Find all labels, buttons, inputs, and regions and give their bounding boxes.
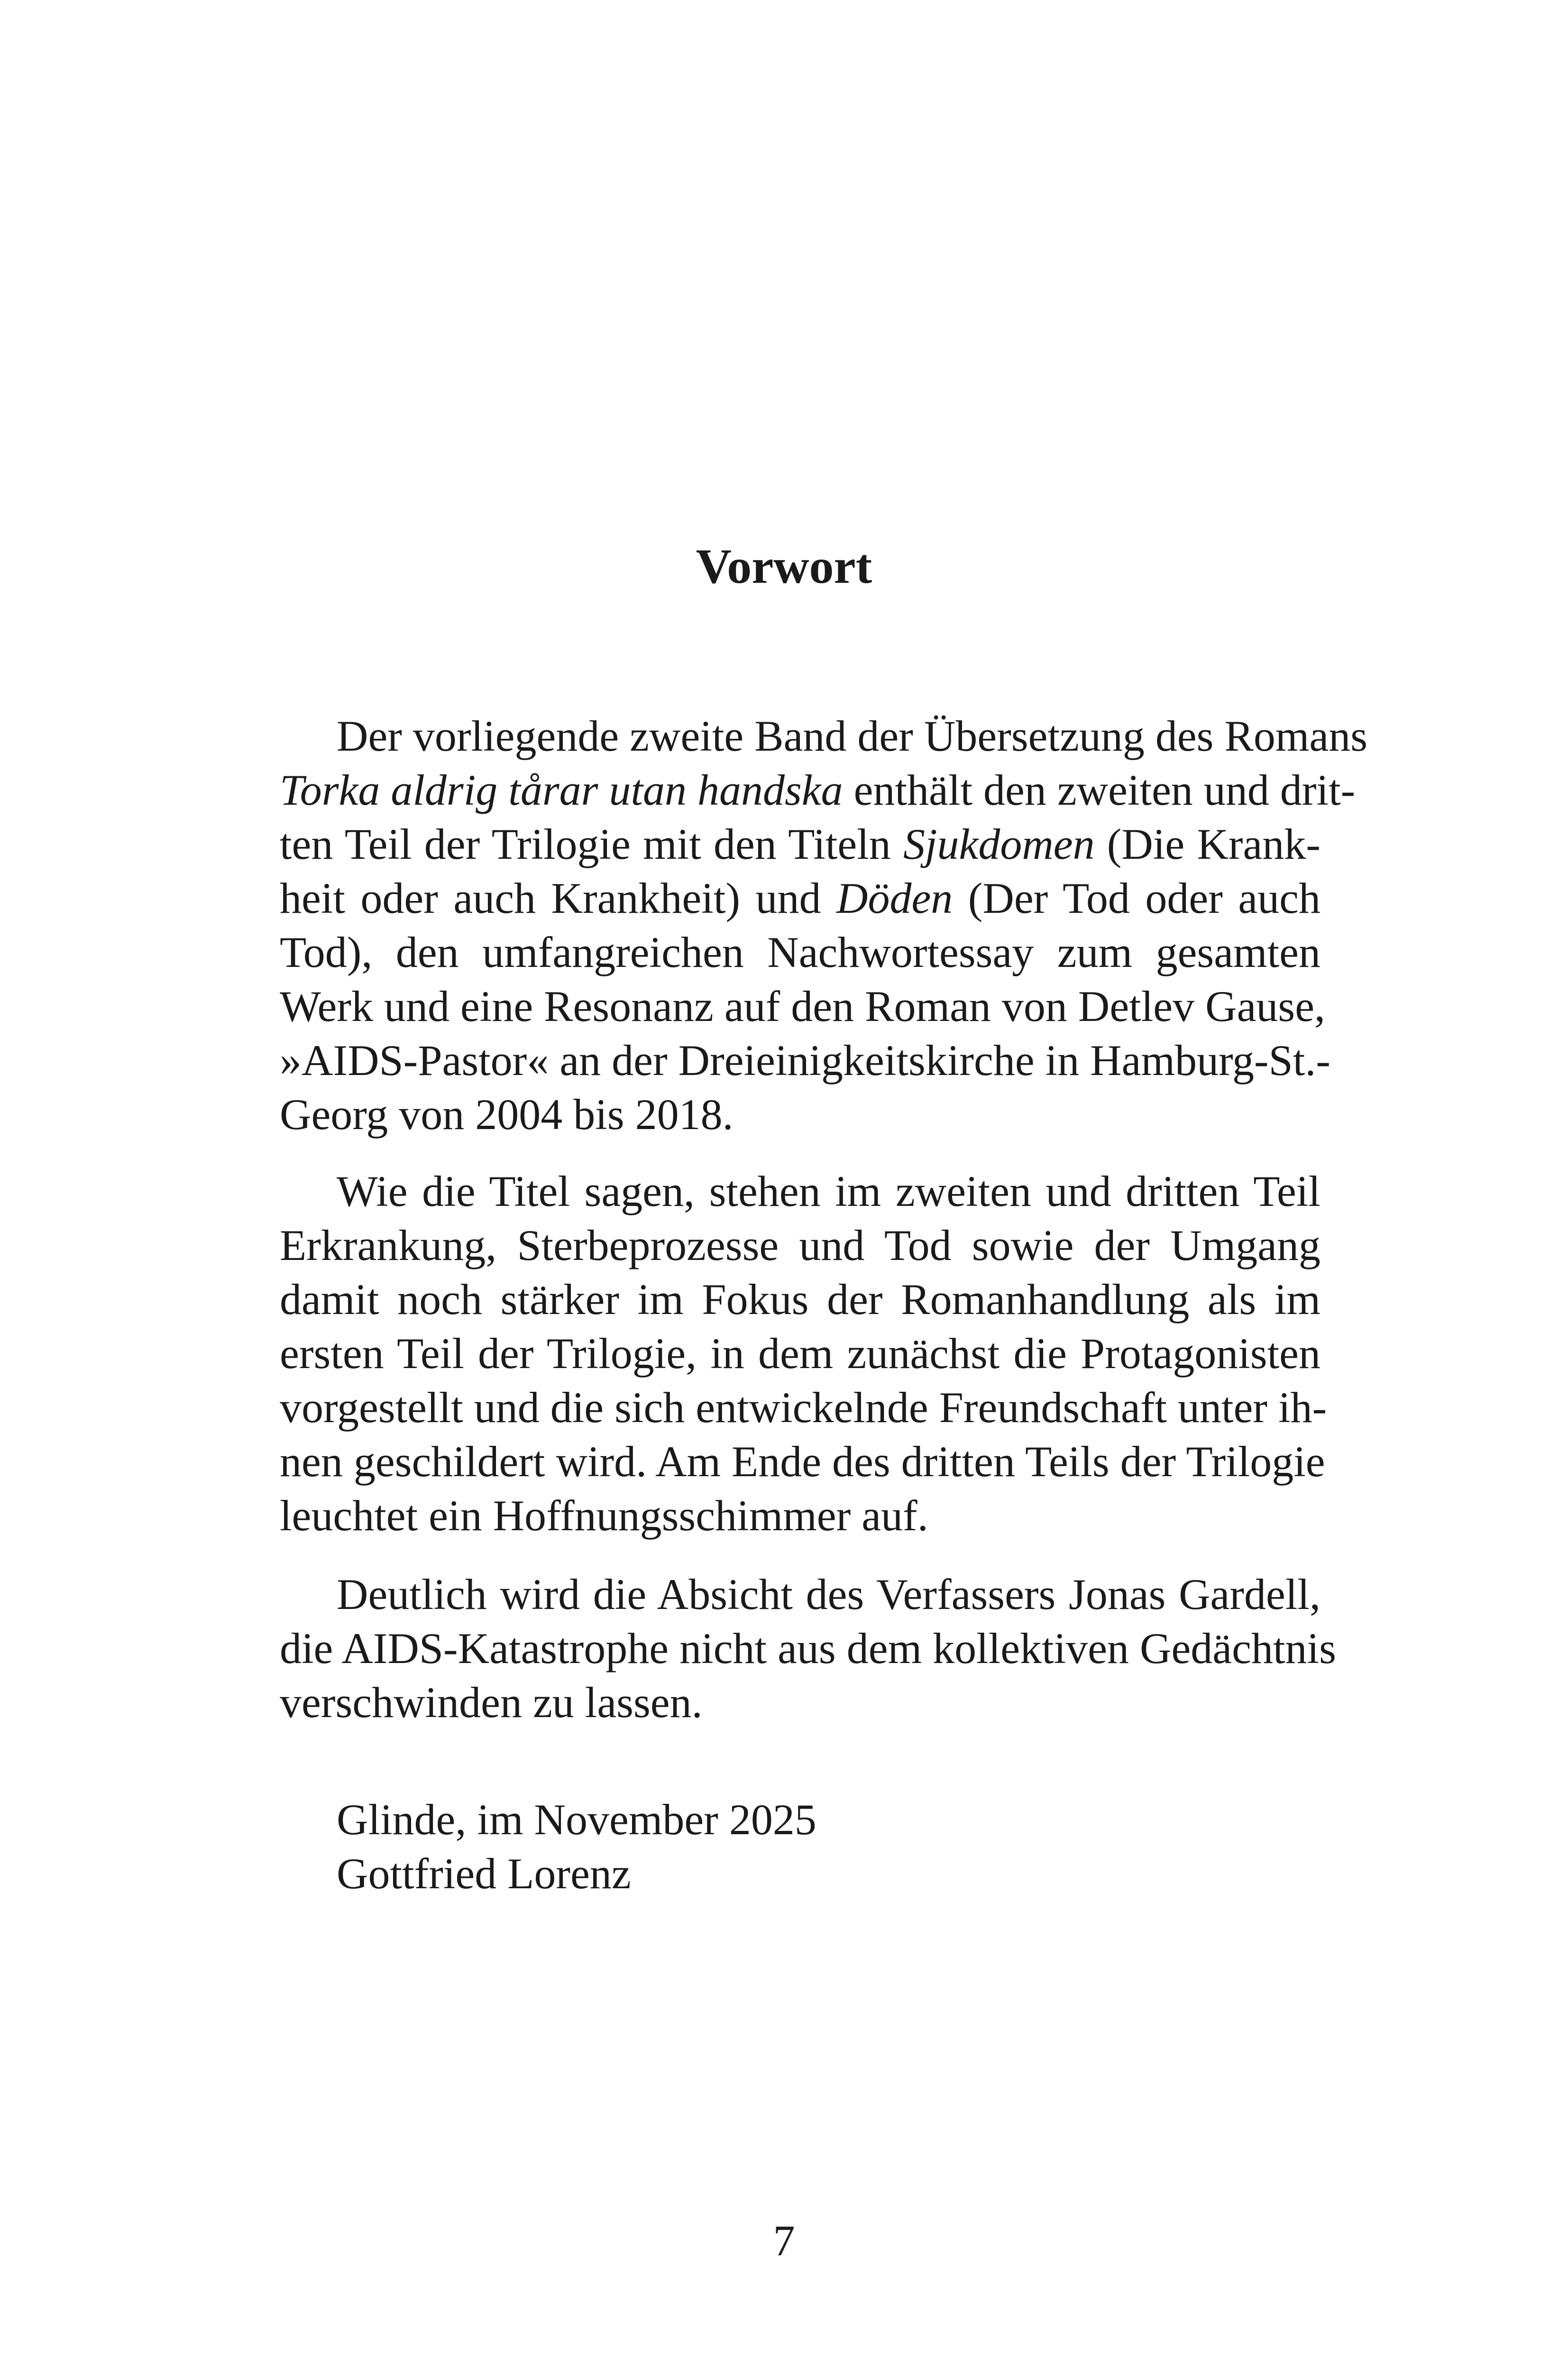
page-number: 7 xyxy=(773,2216,795,2265)
paragraph-content xyxy=(280,1164,1327,1543)
text-line xyxy=(280,817,1320,871)
part-title-italic: Döden xyxy=(836,874,953,922)
signature-block xyxy=(337,1792,816,1901)
text-line: ersten Teil der Trilogie, in dem zunächst die Protagonisten xyxy=(280,1329,1320,1378)
text-line xyxy=(280,871,1320,925)
text-line: Erkrankung, Sterbeprozesse und Tod sowie der Umgang xyxy=(280,1221,1320,1269)
text-line: vorgestellt und die sich entwickelnde Freundschaft unter ih- xyxy=(280,1383,1327,1432)
text-segment: heit oder auch Krankheit) und xyxy=(280,874,836,922)
paragraph-intention xyxy=(280,1567,1336,1729)
text-line: Der vorliegende zweite Band der Übersetzung des Romans xyxy=(337,712,1368,760)
text-line: die AIDS-Katastrophe nicht aus dem kollektiven Gedächtnis xyxy=(280,1624,1336,1673)
text-line: »AIDS-Pastor« an der Dreieinigkeitskirche in Hamburg-St.- xyxy=(280,1036,1331,1084)
text-line: Deutlich wird die Absicht des Verfassers Jonas Gardell, xyxy=(337,1570,1320,1618)
text-segment: (Die Krank- xyxy=(1094,820,1320,868)
text-line: damit noch stärker im Fokus der Romanhandlung als im xyxy=(280,1275,1320,1323)
text-line: leuchtet ein Hoffnungsschimmer auf. xyxy=(280,1491,928,1540)
text-line: Georg von 2004 bis 2018. xyxy=(280,1090,734,1139)
text-line: Wie die Titel sagen, stehen im zweiten und dritten Teil xyxy=(337,1167,1320,1215)
text-segment: enthält den zweiten und drit- xyxy=(843,766,1356,814)
text-line: nen geschildert wird. Am Ende des dritten Teils der Trilogie xyxy=(280,1437,1325,1486)
book-title-italic: Torka aldrig tårar utan handska xyxy=(280,766,843,814)
text-segment: ten Teil der Trilogie mit den Titeln xyxy=(280,820,903,868)
text-line: Tod), den umfangreichen Nachwortessay zum gesamten xyxy=(280,928,1320,976)
part-title-italic: Sjukdomen xyxy=(903,820,1095,868)
author-name: Gottfried Lorenz xyxy=(337,1849,631,1898)
page-title: Vorwort xyxy=(696,539,872,594)
place-date: Glinde, im November 2025 xyxy=(337,1795,816,1844)
paragraph-intro xyxy=(280,709,1368,1141)
text-segment: (Der Tod oder auch xyxy=(953,874,1320,922)
text-line: verschwinden zu lassen. xyxy=(280,1678,703,1727)
text-line xyxy=(280,763,1356,817)
text-line: Werk und eine Resonanz auf den Roman von Detlev Gause, xyxy=(280,982,1326,1030)
